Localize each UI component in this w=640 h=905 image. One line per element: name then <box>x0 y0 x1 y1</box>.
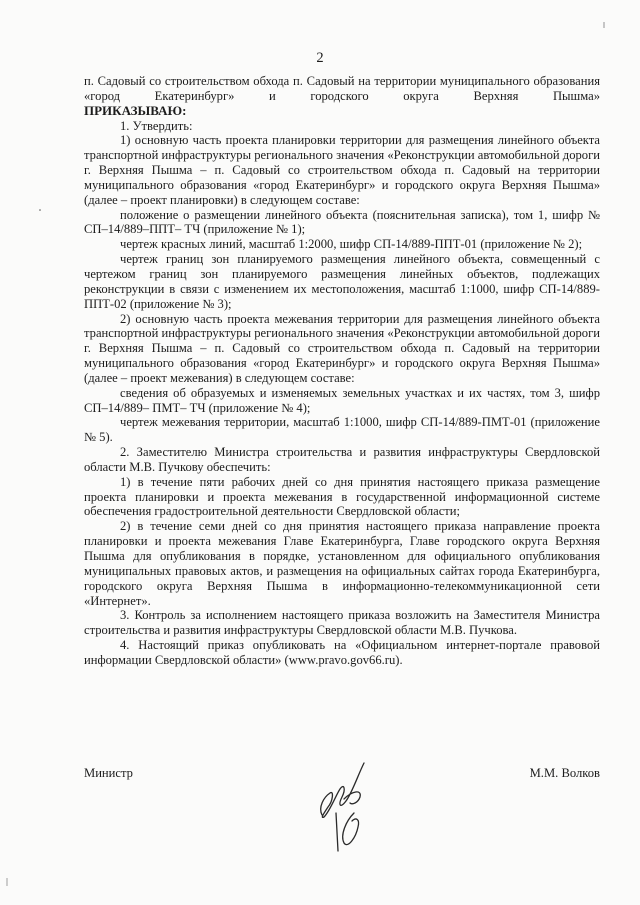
page-number: 2 <box>316 50 324 66</box>
paragraph-item-1-2: 2) основную часть проекта межевания территории для размещения линейного объекта транспортной инфраструктуры регионального значения «Реконструкции автомобильной дороги г. Верхняя Пышма – п. Садовый со строительством обхода п. Садовый на территории муниципального образования «город Екатеринбург» и городского округа Верхняя Пышма» (далее – проект межевания) в следующем составе: <box>84 311 600 385</box>
paragraph-item-1-1: 1) основную часть проекта планировки территории для размещения линейного объекта транспортной инфраструктуры регионального значения «Реконструкции автомобильной дороги г. Верхняя Пышма – п. Садовый со строительством обхода п. Садовый на территории муниципального образования «город Екатеринбург» и городского округа Верхняя Пышма» (далее – проект планировки) в следующем составе: <box>84 133 600 207</box>
paragraph-item-1-1-a: положение о размещении линейного объекта (пояснительная записка), том 1, шифр № СП–14/889–ППТ– ТЧ (приложение № 1); <box>84 207 600 237</box>
paragraph-intro-continuation: п. Садовый со строительством обхода п. Садовый на территории муниципального образования «город Екатеринбург» и городского округа Верхняя Пышма» <box>84 74 600 103</box>
paragraph-item-4: 4. Настоящий приказ опубликовать на «Официальном интернет-портале правовой информации Свердловской области» (www.pravo.gov66.ru). <box>84 638 600 667</box>
signatory-name: М.М. Волков <box>529 766 600 780</box>
paragraph-item-3: 3. Контроль за исполнением настоящего приказа возложить на Заместителя Министра строительства и развития инфраструктуры Свердловской области М.В. Пучкова. <box>84 608 600 638</box>
scan-edge-mark-bottom <box>5 878 9 886</box>
scan-speck-mark <box>38 208 42 212</box>
scan-edge-mark <box>602 22 606 28</box>
document-body <box>84 74 600 668</box>
paragraph-item-2: 2. Заместителю Министра строительства и развития инфраструктуры Свердловской области М.В. Пучкову обеспечить: <box>84 445 600 474</box>
paragraph-item-1: 1. Утвердить: <box>120 118 193 133</box>
paragraph-item-2-1: 1) в течение пяти рабочих дней со дня принятия настоящего приказа размещение проекта планировки и проекта межевания в государственной информационной системе обеспечения градостроительной деятельности Свердловской области; <box>84 474 600 519</box>
heading-order: ПРИКАЗЫВАЮ: <box>84 102 187 118</box>
signatory-position: Министр <box>84 766 133 780</box>
paragraph-item-1-1-b: чертеж красных линий, масштаб 1:2000, шифр СП-14/889-ППТ-01 (приложение № 2); <box>120 237 583 252</box>
paragraph-item-1-2-b: чертеж межевания территории, масштаб 1:1000, шифр СП-14/889-ПМТ-01 (приложение № 5). <box>84 415 600 445</box>
paragraph-item-2-2: 2) в течение семи дней со дня принятия настоящего приказа направление проекта планировки и проекта межевания Главе Екатеринбурга, Главе городского округа Верхняя Пышма для опубликования в порядке, установленном для официального опубликования муниципальных правовых актов, и размещения на официальных сайтах города Екатеринбурга, городского округа Верхняя Пышма в информационно-телекоммуникационной сети «Интернет». <box>84 519 600 608</box>
handwritten-signature <box>300 755 390 855</box>
paragraph-item-1-1-c: чертеж границ зон планируемого размещения линейного объекта, совмещенный с чертежом границ зон планируемого размещения линейных объектов, подлежащих реконструкции в связи с изменением их местоположения, масштаб 1:1000, шифр СП-14/889-ППТ-02 (приложение № 3); <box>84 252 600 311</box>
paragraph-item-1-2-a: сведения об образуемых и изменяемых земельных участках и их частях, том 3, шифр СП–14/889– ПМТ– ТЧ (приложение № 4); <box>84 385 600 415</box>
